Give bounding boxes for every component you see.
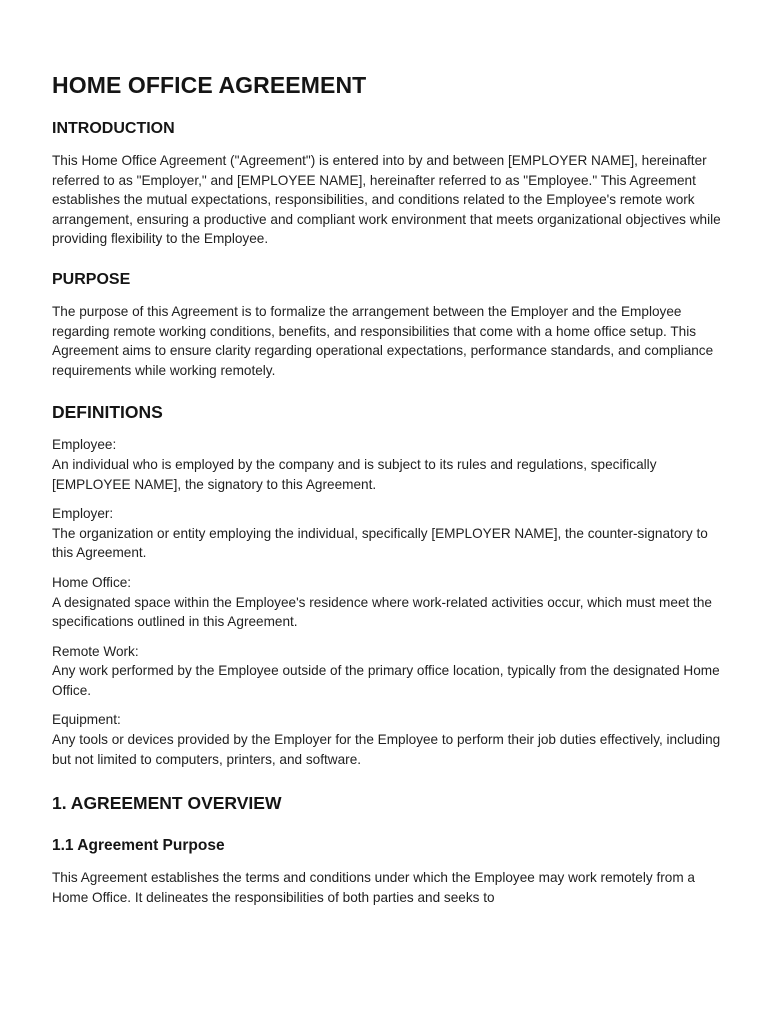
definition-description: An individual who is employed by the company and is subject to its rules and regulations, specifically [EMPLOYEE NAME], the signatory to this Agreement. — [52, 456, 657, 492]
agreement-overview-heading: 1. AGREEMENT OVERVIEW — [52, 793, 282, 814]
purpose-heading: PURPOSE — [52, 270, 131, 288]
agreement-purpose-subheading: 1.1 Agreement Purpose — [52, 837, 225, 855]
definition-term: Home Office: — [52, 574, 132, 590]
document-title: HOME OFFICE AGREEMENT — [52, 72, 367, 98]
definitions-heading: DEFINITIONS — [52, 402, 163, 423]
definition-item — [52, 642, 722, 701]
definition-item — [52, 710, 722, 769]
definition-description: The organization or entity employing the individual, specifically [EMPLOYER NAME], the counter-signatory to this Agreement. — [52, 525, 708, 561]
introduction-heading: INTRODUCTION — [52, 120, 175, 137]
definition-term: Employee: — [52, 437, 117, 453]
definition-description: Any tools or devices provided by the Employer for the Employee to perform their job duties effectively, including but not limited to computers, printers, and software. — [52, 732, 721, 767]
definition-term: Equipment: — [52, 712, 121, 728]
document-page — [52, 72, 722, 929]
definition-term: Employer: — [52, 506, 114, 522]
purpose-text: The purpose of this Agreement is to formalize the arrangement between the Employer and the Employee regarding remote working conditions, benefits, and responsibilities that come with a home office setup. This Agreement aims to ensure clarity regarding operational expectations, performance standards, and compliance requirements while working remotely. — [52, 303, 714, 378]
definition-term: Remote Work: — [52, 643, 139, 659]
definition-item — [52, 435, 722, 494]
definition-item — [52, 573, 722, 632]
definition-item — [52, 504, 722, 563]
agreement-purpose-text: This Agreement establishes the terms and conditions under which the Employee may work remotely from a Home Office. It delineates the responsibilities of both parties and seeks to — [52, 870, 695, 905]
definitions-list — [52, 435, 722, 769]
definition-description: A designated space within the Employee's residence where work-related activities occur, which must meet the specifications outlined in this Agreement. — [52, 594, 712, 630]
definition-description: Any work performed by the Employee outside of the primary office location, typically from the designated Home Office. — [52, 663, 720, 698]
introduction-text: This Home Office Agreement ("Agreement") is entered into by and between [EMPLOYER NAME], hereinafter referred to as "Employer," and [EMPLOYEE NAME], hereinafter referred to as "Employee." This Agreement establishes the mutual expectations, responsibilities, and conditions related to the Employee's remote work arrangement, ensuring a productive and compliant work environment that meets organizational objectives while providing flexibility to the Employee. — [52, 153, 721, 247]
